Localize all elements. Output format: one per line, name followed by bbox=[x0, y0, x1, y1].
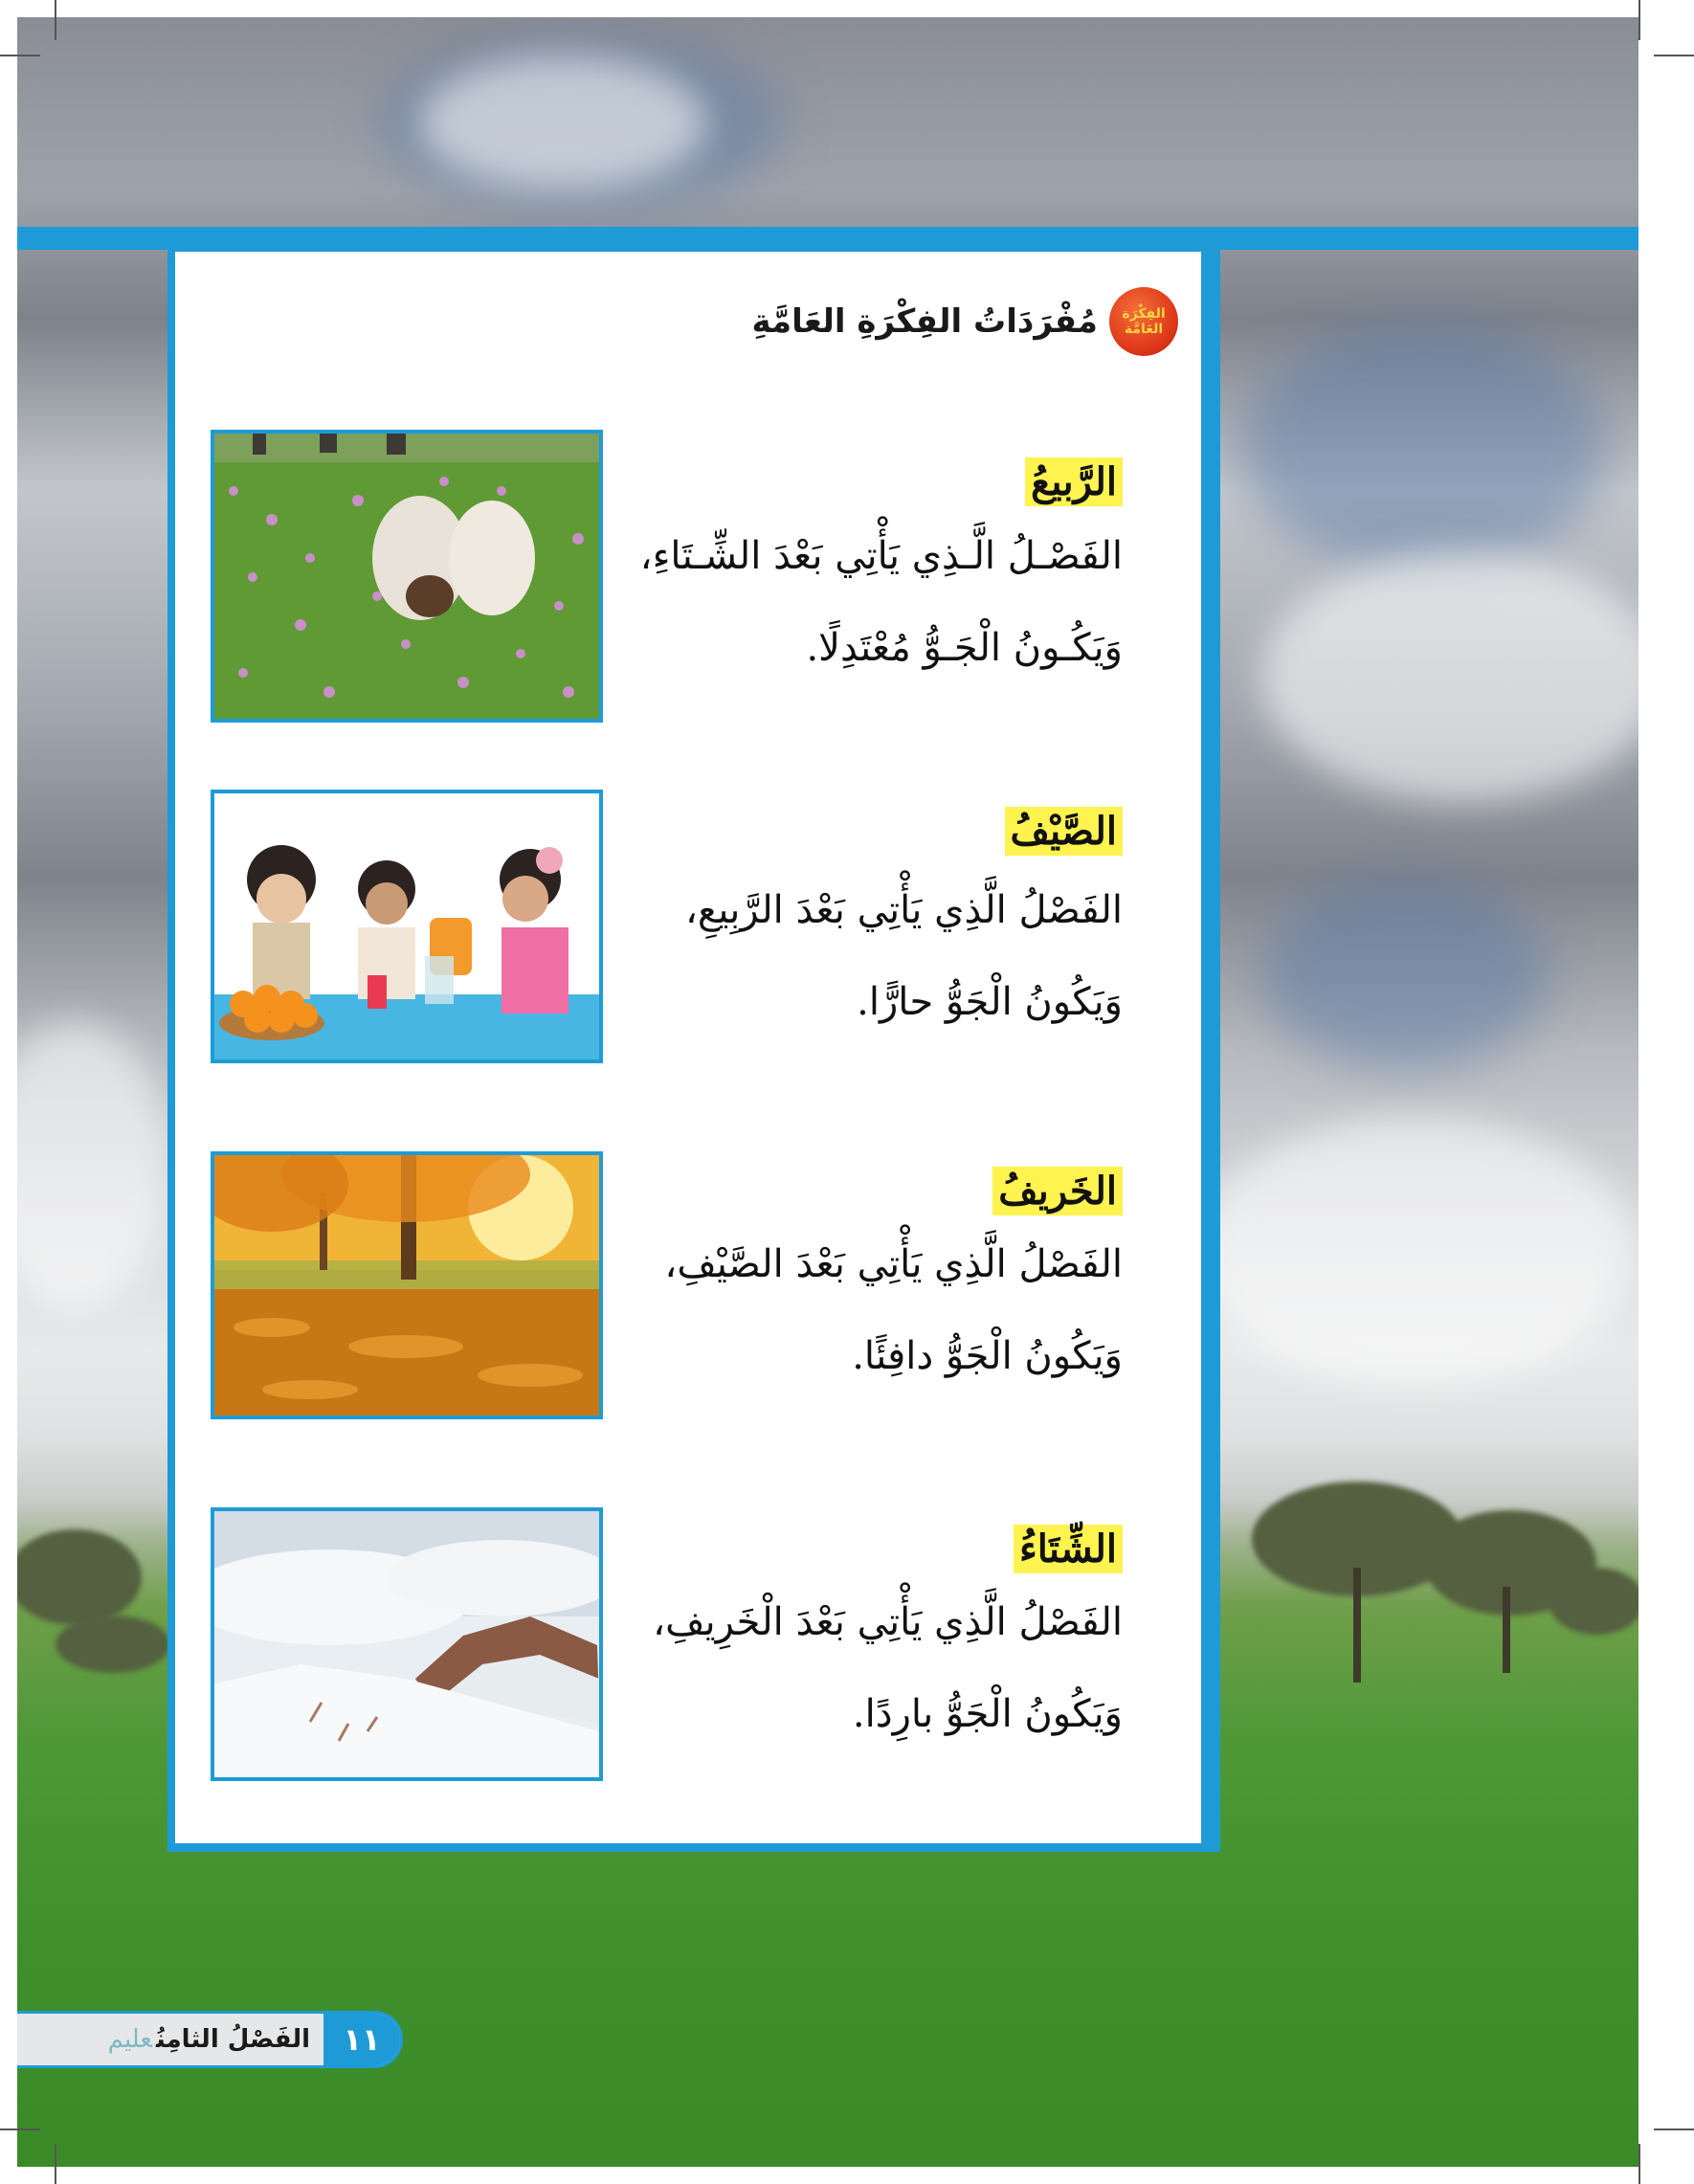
term-label: الصَّيْفُ bbox=[1005, 807, 1123, 856]
definition-line: الفَصْلُ الَّذِي يَأْتِي بَعْدَ الصَّيْفِ، bbox=[664, 1242, 1123, 1286]
vocabulary-panel-content bbox=[175, 252, 1201, 1843]
summer-image bbox=[211, 790, 603, 1063]
definition-line: وَيَكُونُ الْجَوُّ حارًّا. bbox=[857, 980, 1123, 1024]
term-definition bbox=[587, 864, 1123, 1048]
chapter-label bbox=[108, 2025, 323, 2054]
vocabulary-panel bbox=[167, 244, 1220, 1852]
term-definition bbox=[587, 1218, 1123, 1402]
section-header bbox=[751, 283, 1178, 360]
watermark-text: عليم bbox=[107, 2025, 152, 2054]
chapter-title: الفَصْلُ الثامِنُ bbox=[155, 2025, 310, 2054]
term-definition bbox=[587, 1576, 1123, 1760]
term-label: الرَّبيعُ bbox=[1025, 457, 1123, 506]
term-label: الخَريفُ bbox=[992, 1167, 1123, 1215]
footer-tab bbox=[17, 2011, 403, 2068]
definition-line: الفَصْلُ الَّذِي يَأْتِي بَعْدَ الْخَرِيفِ، bbox=[653, 1600, 1123, 1644]
section-title: مُفْرَدَاتُ الفِكْرَةِ العَامَّةِ bbox=[751, 302, 1098, 341]
page-footer bbox=[17, 2010, 419, 2069]
badge-label: الفِكْرَة العَامَّة bbox=[1122, 306, 1166, 337]
term-definition bbox=[587, 510, 1123, 694]
definition-line: وَيَكُونُ الْجَوُّ دافِئًا. bbox=[852, 1334, 1123, 1378]
definition-line: الفَصْـلُ الَّـذِي يَأْتِي بَعْدَ الشِّـتَاءِ، bbox=[639, 534, 1123, 578]
general-idea-badge-icon bbox=[1109, 287, 1178, 356]
definition-line: الفَصْلُ الَّذِي يَأْتِي بَعْدَ الرَّبِيعِ، bbox=[685, 888, 1123, 932]
autumn-image bbox=[211, 1151, 603, 1419]
spring-image bbox=[211, 430, 603, 723]
page-number: ١١ bbox=[323, 2014, 400, 2065]
winter-image bbox=[211, 1507, 603, 1781]
definition-line: وَيَكُـونُ الْجَـوُّ مُعْتَدِلًا. bbox=[806, 626, 1123, 670]
definition-line: وَيَكُونُ الْجَوُّ بارِدًا. bbox=[852, 1692, 1123, 1736]
term-label: الشِّتَاءُ bbox=[1014, 1525, 1123, 1573]
